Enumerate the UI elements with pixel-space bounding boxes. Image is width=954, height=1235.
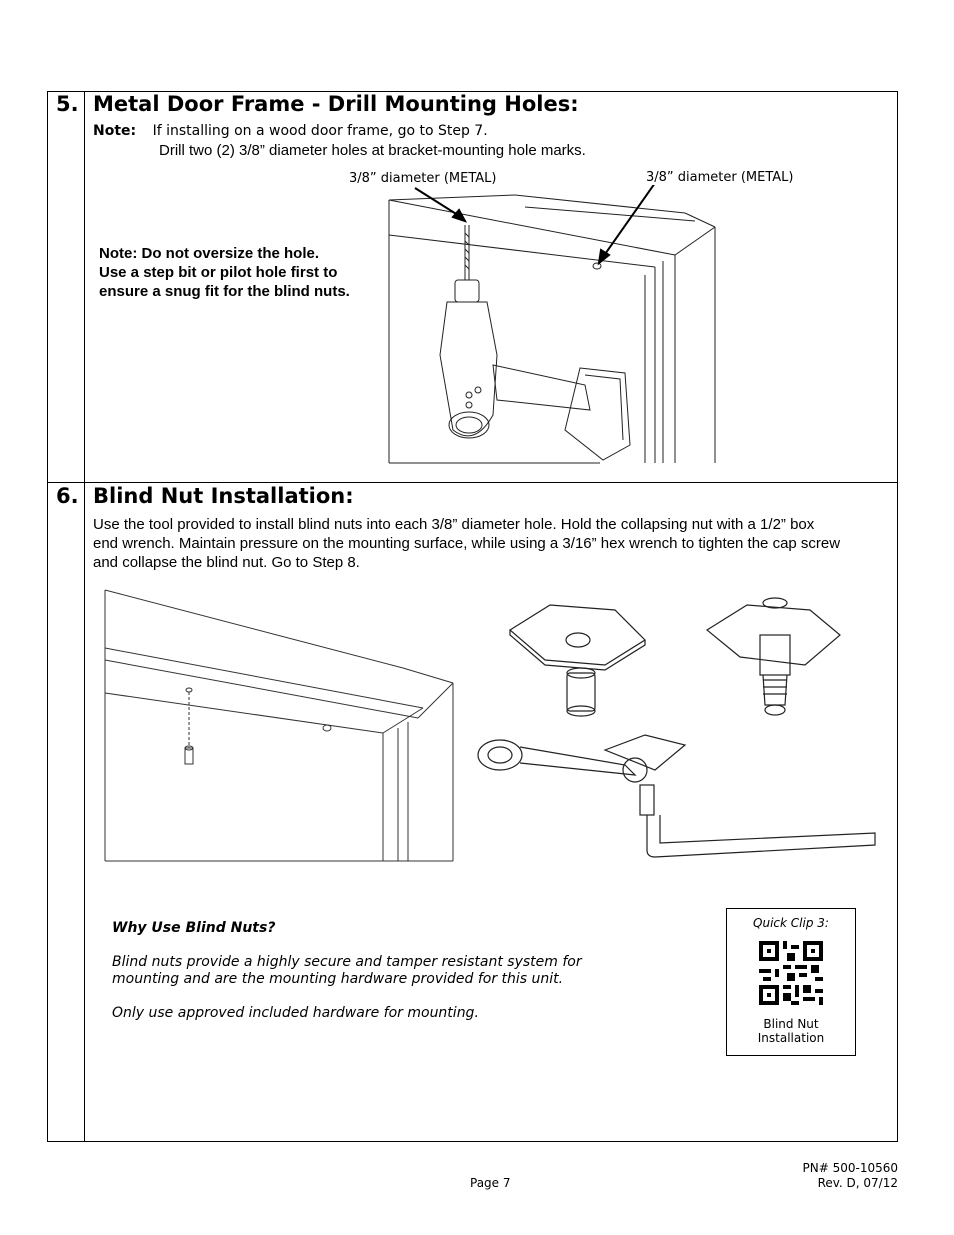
part-number: PN# 500-10560 — [802, 1161, 898, 1175]
revision: Rev. D, 07/12 — [817, 1176, 898, 1190]
drill-frame-illustration — [385, 185, 720, 470]
step-5-instruction: Drill two (2) 3/8” diameter holes at bracket-mounting hole marks. — [159, 142, 586, 159]
quick-clip-box — [726, 908, 856, 1056]
caption-line: Blind Nut — [763, 1017, 819, 1031]
qr-code-icon[interactable] — [759, 941, 823, 1005]
step-5-note-label: Note: — [93, 123, 137, 139]
row-divider — [48, 482, 897, 483]
body-line: and collapse the blind nut. Go to Step 8. — [93, 554, 360, 571]
why-title: Why Use Blind Nuts? — [112, 920, 276, 936]
quick-clip-caption — [727, 1017, 855, 1045]
step-5-title: Metal Door Frame - Drill Mounting Holes: — [93, 92, 579, 116]
caption-line: Installation — [757, 1031, 825, 1045]
callout-right-label: 3/8” diameter (METAL) — [646, 170, 794, 185]
oversize-warning — [99, 244, 350, 301]
step-6-title: Blind Nut Installation: — [93, 484, 354, 508]
why-description — [112, 954, 582, 988]
warning-line: ensure a snug fit for the blind nuts. — [99, 283, 350, 300]
body-line: Use the tool provided to install blind nuts into each 3/8” diameter hole. Hold the collapsing nut with a 1/2” box — [93, 516, 815, 533]
step-6-body — [93, 515, 893, 572]
blind-nut-hardware-illustration — [475, 595, 885, 865]
step-6-number: 6. — [56, 484, 79, 508]
why-note: Only use approved included hardware for mounting. — [112, 1005, 479, 1021]
body-line: end wrench. Maintain pressure on the mounting surface, while using a 3/16” hex wrench to tighten the cap screw — [93, 535, 841, 552]
number-column-divider — [84, 92, 85, 1141]
callout-left-label: 3/8” diameter (METAL) — [349, 171, 497, 186]
warning-line: Use a step bit or pilot hole first to — [99, 264, 338, 281]
quick-clip-label: Quick Clip 3: — [753, 916, 829, 930]
warning-line: Note: Do not oversize the hole. — [99, 245, 320, 262]
why-line: Blind nuts provide a highly secure and tamper resistant system for — [112, 954, 582, 970]
frame-blind-nut-illustration — [103, 588, 458, 864]
why-line: mounting and are the mounting hardware provided for this unit. — [112, 971, 564, 987]
step-5-number: 5. — [56, 92, 79, 116]
page-number: Page 7 — [470, 1176, 511, 1190]
step-5-note-text: If installing on a wood door frame, go to Step 7. — [152, 123, 488, 139]
